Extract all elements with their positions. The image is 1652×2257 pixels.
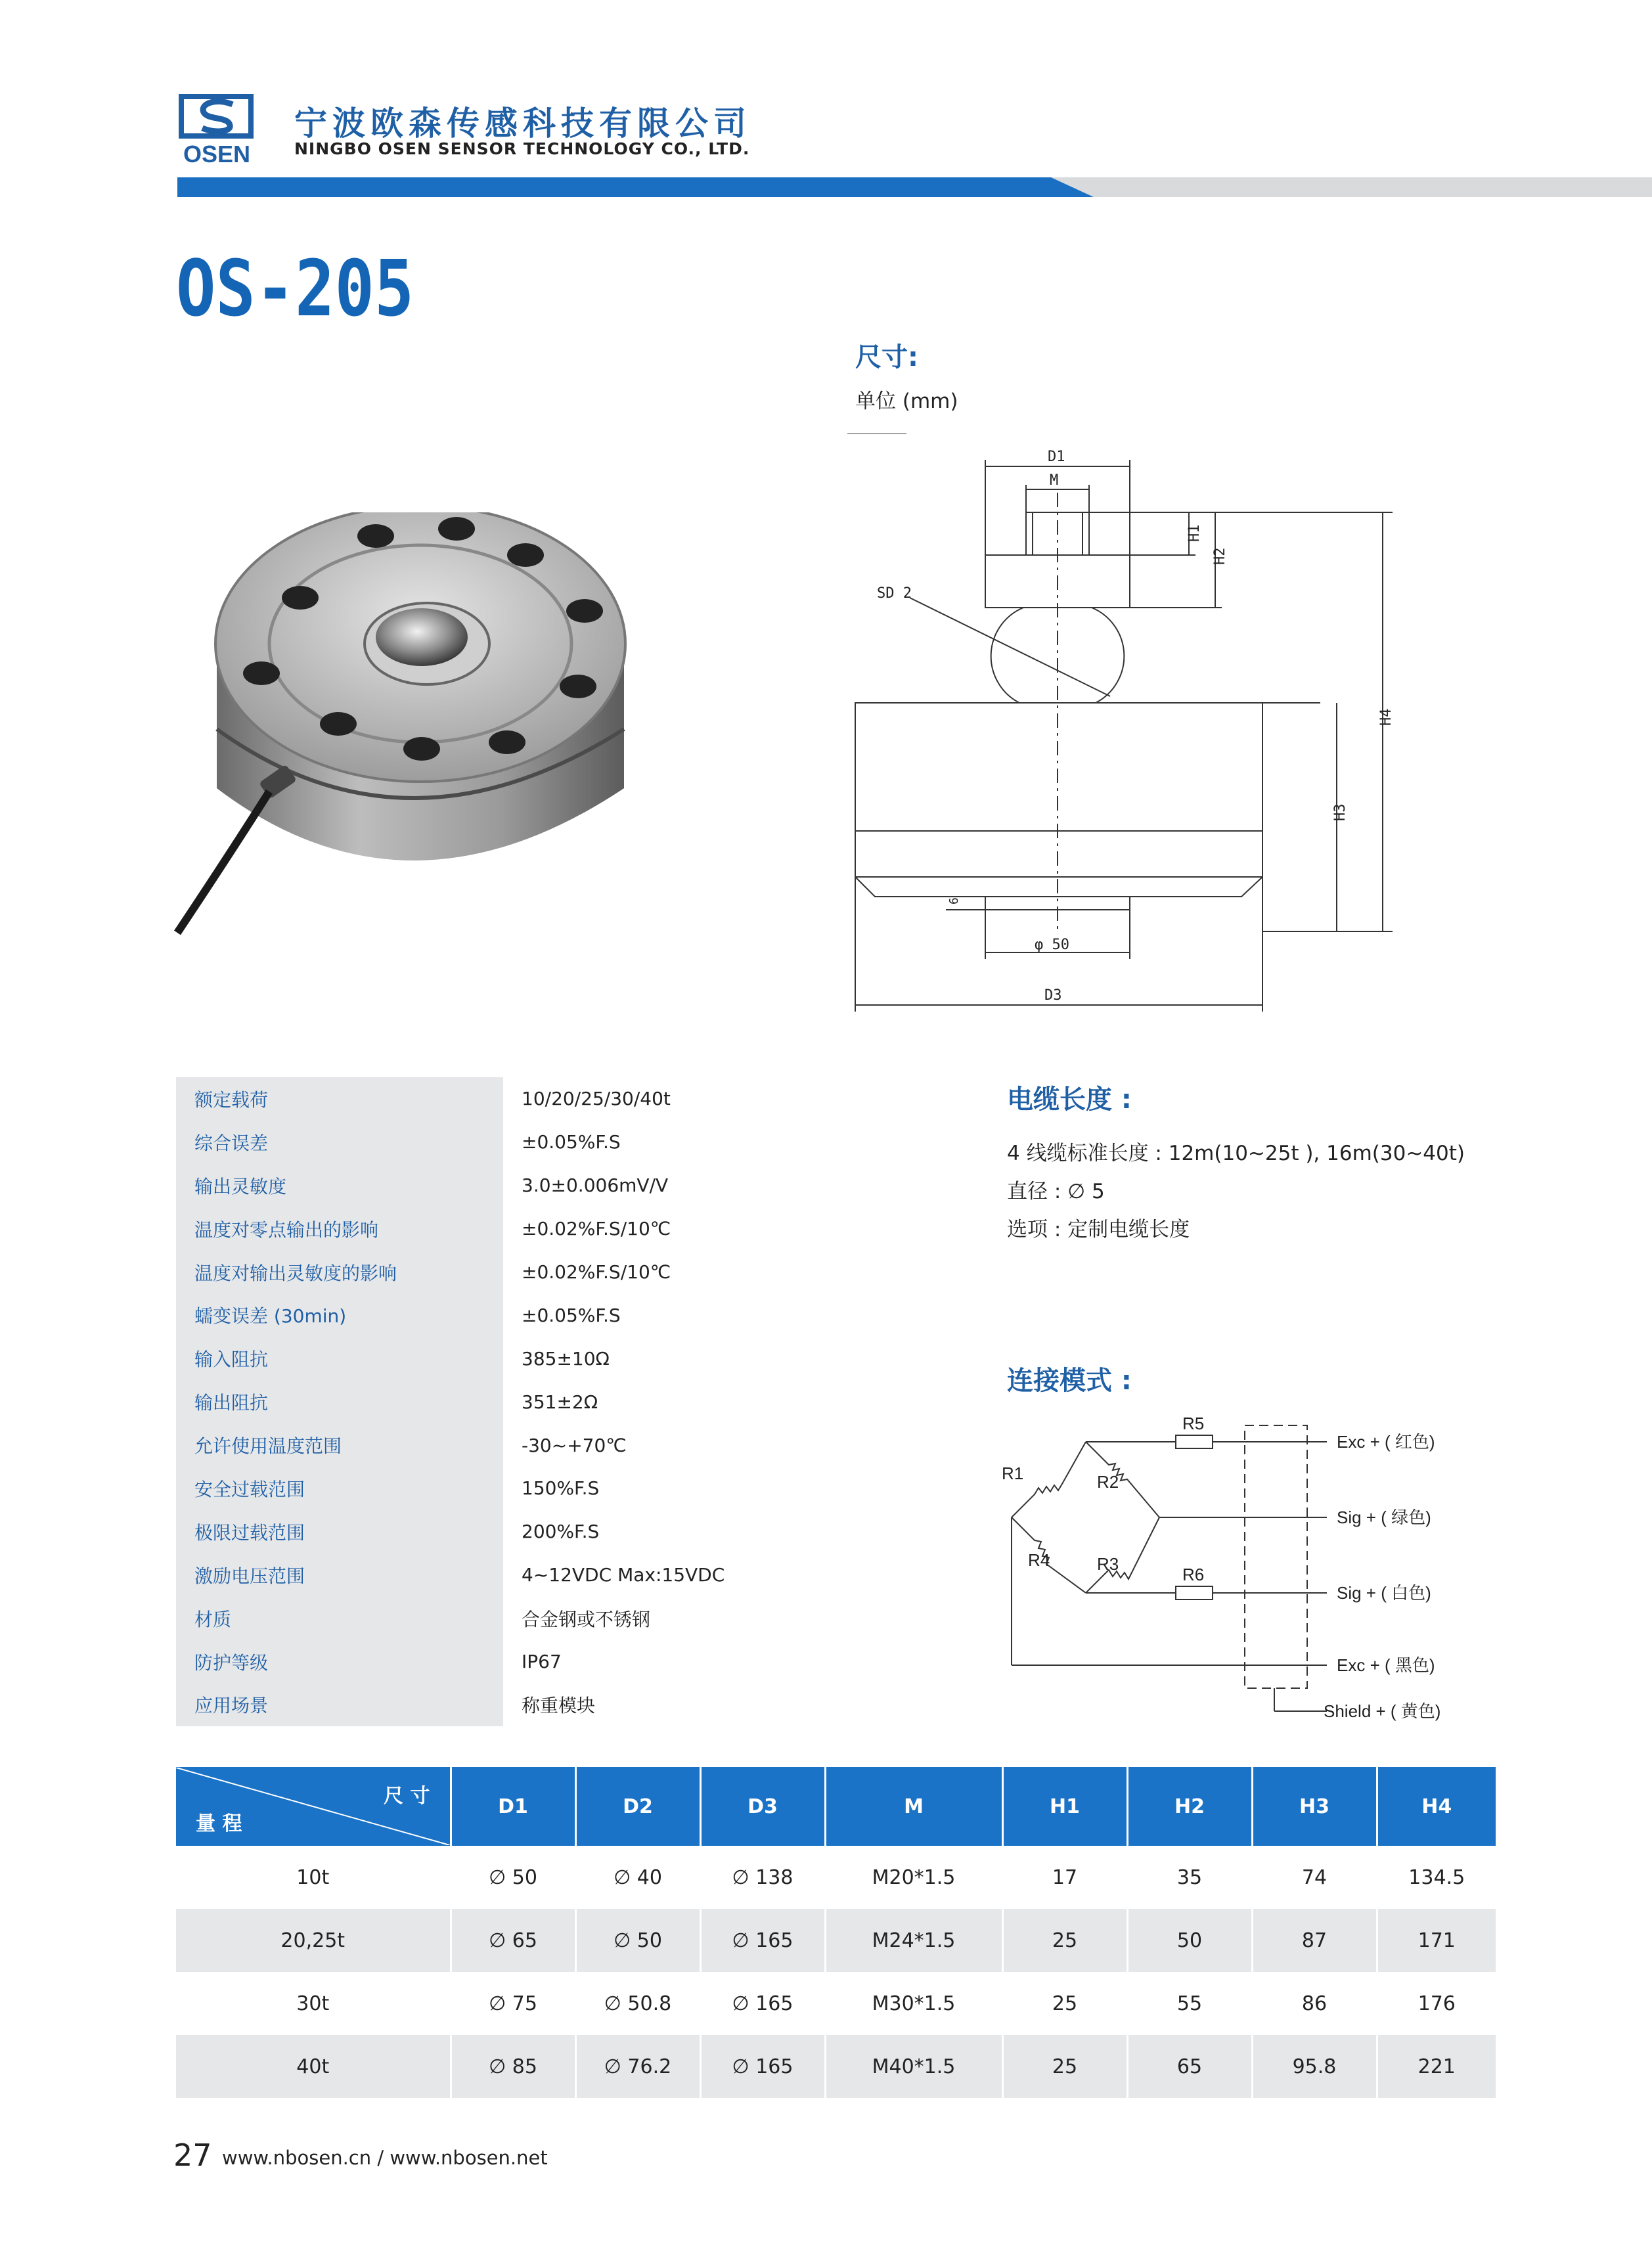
size-value-cell: 55 (1127, 1972, 1252, 2035)
size-value-cell: 171 (1377, 1909, 1496, 1972)
spec-key: 极限过载范围 (176, 1510, 503, 1553)
spec-row (176, 1683, 748, 1726)
size-row (176, 1972, 1496, 2035)
size-header-d2: D2 (575, 1767, 700, 1846)
size-header-h3: H3 (1252, 1767, 1377, 1846)
label-h3: H3 (1332, 803, 1349, 821)
size-value-cell: 86 (1252, 1972, 1377, 2035)
spec-row (176, 1337, 748, 1380)
spec-key: 综合误差 (176, 1121, 503, 1164)
spec-value: 称重模块 (522, 1695, 596, 1717)
company-name-cn: 宁波欧森传感科技有限公司 (294, 104, 751, 143)
wiring-diagram (998, 1406, 1471, 1734)
size-value-cell: 95.8 (1252, 2035, 1377, 2098)
size-header-h4: H4 (1377, 1767, 1496, 1846)
label-d3: D3 (1044, 987, 1062, 1004)
terminal-exc-black: Exc + ( 黑色) (1337, 1655, 1435, 1675)
spec-key: 输出阻抗 (176, 1380, 503, 1423)
size-value-cell: 50 (1127, 1909, 1252, 1972)
r4-label: R4 (1028, 1550, 1050, 1570)
size-value-cell: ∅ 40 (575, 1846, 700, 1909)
size-header-m: M (825, 1767, 1002, 1846)
cable-line-1: 4 线缆标准长度 : 12m(10~25t ), 16m(30~40t) (1007, 1142, 1465, 1165)
terminal-exc-plus: Exc + ( 红色) (1337, 1432, 1435, 1452)
size-value-cell: 35 (1127, 1846, 1252, 1909)
terminal-shield: Shield + ( 黄色) (1324, 1701, 1441, 1721)
spec-row (176, 1293, 748, 1337)
spec-table (176, 1077, 748, 1726)
size-value-cell: ∅ 50.8 (575, 1972, 700, 2035)
spec-row (176, 1077, 748, 1121)
size-row (176, 2035, 1496, 2098)
spec-key: 激励电压范围 (176, 1553, 503, 1597)
page-number: 27 (173, 2137, 212, 2173)
spec-value: ±0.02%F.S/10℃ (522, 1218, 671, 1240)
footer-urls: www.nbosen.cn / www.nbosen.net (222, 2147, 548, 2169)
size-value-cell: 74 (1252, 1846, 1377, 1909)
label-phi50: φ 50 (1035, 937, 1069, 953)
spec-row (176, 1597, 748, 1640)
size-range-cell: 30t (296, 1992, 330, 2015)
label-m: M (1050, 472, 1059, 489)
terminal-sig-green: Sig + ( 绿色) (1337, 1508, 1431, 1527)
spec-key: 输出灵敏度 (176, 1164, 503, 1207)
spec-key: 防护等级 (176, 1640, 503, 1684)
spec-key: 安全过载范围 (176, 1467, 503, 1510)
r3-label: R3 (1097, 1554, 1119, 1574)
wiring-title: 连接模式 : (1007, 1366, 1132, 1396)
size-value-cell: ∅ 165 (700, 1909, 825, 1972)
osen-logo (177, 94, 256, 166)
size-range-cell: 40t (176, 2035, 451, 2098)
size-header-h2: H2 (1127, 1767, 1252, 1846)
spec-key: 温度对零点输出的影响 (176, 1207, 503, 1251)
spec-row (176, 1510, 748, 1553)
size-value-cell: M24*1.5 (825, 1909, 1002, 1972)
header-bar (0, 172, 1652, 205)
spec-row (176, 1423, 748, 1467)
dimensions-unit: 单位 (mm) (855, 390, 958, 413)
spec-key: 应用场景 (176, 1683, 503, 1726)
size-corner-header (176, 1767, 451, 1846)
size-value-cell: 25 (1002, 2035, 1127, 2098)
r2-label: R2 (1097, 1472, 1119, 1492)
corner-bottom-label: 量 程 (196, 1812, 242, 1835)
size-range-cell: 20,25t (176, 1909, 451, 1972)
spec-value: ±0.05%F.S (522, 1304, 621, 1326)
label-h4: H4 (1378, 708, 1395, 726)
product-photo (171, 512, 644, 939)
spec-key: 输入阻抗 (176, 1337, 503, 1380)
label-h2: H2 (1212, 547, 1228, 565)
size-value-cell: M20*1.5 (825, 1846, 1002, 1909)
size-value-cell: 25 (1002, 1909, 1127, 1972)
spec-value: 3.0±0.006mV/V (522, 1174, 669, 1197)
spec-row (176, 1121, 748, 1164)
spec-row (176, 1640, 748, 1684)
size-header-d3: D3 (700, 1767, 825, 1846)
spec-key: 材质 (176, 1597, 503, 1640)
r6-label: R6 (1182, 1565, 1205, 1584)
cable-line-3: 选项 : 定制电缆长度 (1007, 1218, 1190, 1241)
size-value-cell: ∅ 85 (451, 2035, 575, 2098)
cable-title: 电缆长度 : (1007, 1084, 1132, 1115)
spec-value: 150%F.S (522, 1477, 600, 1500)
size-value-cell: 17 (1002, 1846, 1127, 1909)
dimension-drawing (847, 434, 1425, 1025)
size-value-cell: ∅ 76.2 (575, 2035, 700, 2098)
size-row (176, 1846, 1496, 1909)
spec-value: ±0.02%F.S/10℃ (522, 1261, 671, 1283)
terminal-sig-white: Sig + ( 白色) (1337, 1583, 1431, 1603)
size-value-cell: ∅ 50 (575, 1909, 700, 1972)
size-value-cell: 134.5 (1377, 1846, 1496, 1909)
size-value-cell: 87 (1252, 1909, 1377, 1972)
spec-key: 额定载荷 (176, 1077, 503, 1121)
size-value-cell: 65 (1127, 2035, 1252, 2098)
size-value-cell: ∅ 165 (700, 2035, 825, 2098)
size-header-h1: H1 (1002, 1767, 1127, 1846)
label-sd2: SD 2 (877, 585, 912, 602)
spec-key: 温度对输出灵敏度的影响 (176, 1251, 503, 1294)
company-name-en: NINGBO OSEN SENSOR TECHNOLOGY CO., LTD. (294, 139, 750, 158)
spec-row (176, 1553, 748, 1597)
spec-value: 200%F.S (522, 1521, 600, 1543)
size-row (176, 1909, 1496, 1972)
spec-value: 10/20/25/30/40t (522, 1088, 671, 1110)
spec-row (176, 1467, 748, 1510)
label-h1: H1 (1186, 524, 1203, 542)
size-value-cell: ∅ 138 (700, 1846, 825, 1909)
size-value-cell: 25 (1002, 1972, 1127, 2035)
spec-row (176, 1207, 748, 1251)
size-value-cell: M40*1.5 (825, 2035, 1002, 2098)
r1-label: R1 (1002, 1464, 1024, 1483)
corner-top-label: 尺 寸 (384, 1785, 430, 1808)
spec-key: 蠕变误差 (30min) (176, 1293, 503, 1337)
spec-value: IP67 (522, 1651, 562, 1673)
logo-text: OSEN (183, 141, 251, 166)
r5-label: R5 (1182, 1414, 1205, 1433)
model-title: OS-205 (176, 243, 414, 334)
size-header-d1: D1 (451, 1767, 575, 1846)
size-value-cell: ∅ 75 (451, 1972, 575, 2035)
label-d1: D1 (1048, 449, 1065, 465)
dimensions-title: 尺寸: (855, 342, 918, 372)
size-value-cell: M30*1.5 (825, 1972, 1002, 2035)
spec-row (176, 1251, 748, 1294)
spec-value: ±0.05%F.S (522, 1131, 621, 1153)
size-value-cell: ∅ 65 (451, 1909, 575, 1972)
spec-row (176, 1380, 748, 1423)
size-value-cell: 221 (1377, 2035, 1496, 2098)
label-six: 6 (947, 897, 961, 905)
size-value-cell: ∅ 50 (451, 1846, 575, 1909)
size-range-cell: 10t (296, 1866, 330, 1889)
spec-value: 4~12VDC Max:15VDC (522, 1564, 725, 1586)
spec-row (176, 1164, 748, 1207)
size-value-cell: ∅ 165 (700, 1972, 825, 2035)
spec-value: 385±10Ω (522, 1347, 610, 1370)
spec-key: 允许使用温度范围 (176, 1423, 503, 1467)
cable-line-2: 直径 : ∅ 5 (1007, 1180, 1105, 1203)
spec-value: 351±2Ω (522, 1391, 598, 1413)
spec-value: -30~+70℃ (522, 1434, 627, 1456)
spec-value: 合金钢或不锈钢 (522, 1608, 651, 1630)
size-table (176, 1767, 1496, 2098)
size-value-cell: 176 (1377, 1972, 1496, 2035)
